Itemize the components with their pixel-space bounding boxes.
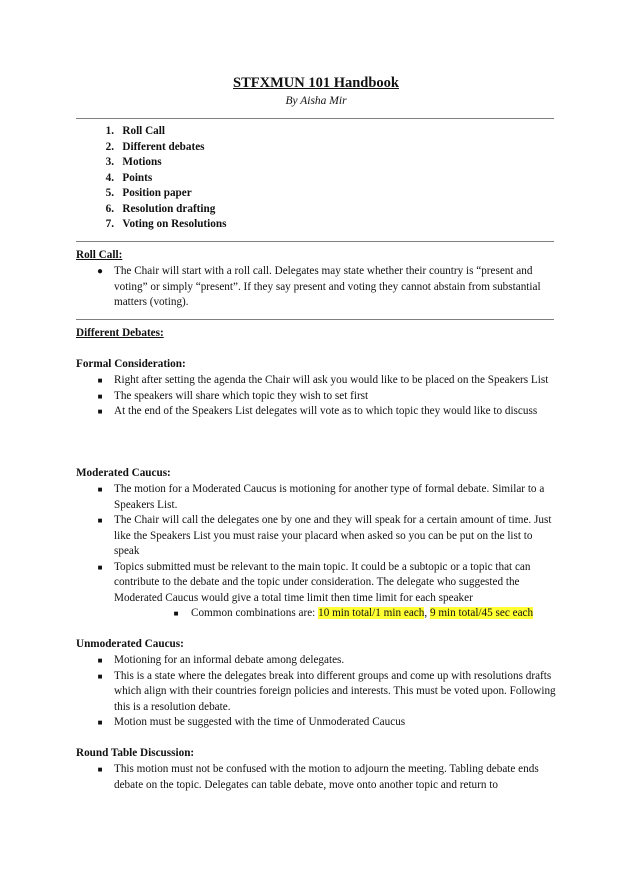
toc-label: Resolution drafting <box>122 202 216 215</box>
divider <box>76 241 554 242</box>
section-heading-roll-call: Roll Call: <box>76 249 123 261</box>
highlighted-combination: 10 min total/1 min each <box>318 607 425 619</box>
list-item-text: The speakers will share which topic they wish to set first <box>114 389 369 402</box>
combinations-separator: , <box>424 607 430 619</box>
bullet-square-icon: ■ <box>97 656 103 665</box>
divider <box>76 319 554 320</box>
bullet-square-icon: ■ <box>97 765 103 774</box>
list-item-text: This is a state where the delegates break into different groups and come up with resolutions drafts which align with their countries foreign policies and interests. This must be voted upon. Following this is a resolution debate. <box>114 669 556 713</box>
bullet-square-icon: ■ <box>173 609 179 618</box>
list-item-text: At the end of the Speakers List delegates will vote as to which topic they would like to discuss <box>114 405 538 417</box>
toc-item <box>76 186 226 202</box>
bullet-square-icon: ■ <box>97 562 103 572</box>
subsection-heading-unmoderated: Unmoderated Caucus: <box>76 638 184 650</box>
table-of-contents <box>76 124 226 233</box>
bullet-square-icon: ■ <box>97 407 103 416</box>
list-item-text: The Chair will call the delegates one by one and they will speak for a certain amount of time. Just like the Speakers List you must raise your placard when asked so you can be put on the list to speak <box>114 514 552 557</box>
toc-number: 7. <box>105 218 114 230</box>
bullet-square-icon: ■ <box>97 376 103 385</box>
toc-label: Position paper <box>122 187 192 199</box>
list-item <box>76 389 560 405</box>
list-item <box>76 404 560 420</box>
toc-label: Roll Call <box>122 125 165 137</box>
combinations-prefix: Common combinations are: <box>191 607 319 619</box>
toc-item <box>76 124 226 140</box>
toc-item <box>76 171 226 187</box>
toc-item <box>76 202 226 218</box>
toc-item <box>76 217 226 233</box>
toc-number: 5. <box>105 187 114 199</box>
bullet-square-icon: ■ <box>97 516 103 525</box>
toc-label: Different debates <box>122 140 205 153</box>
list-item-text: Motioning for an informal debate among delegates. <box>114 654 345 666</box>
bullet-square-icon: ■ <box>97 671 103 681</box>
toc-label: Points <box>122 171 153 184</box>
bullet-dot-icon: ● <box>96 266 104 277</box>
list-item-text: Right after setting the agenda the Chair will ask you would like to be placed on the Speakers List <box>114 374 549 386</box>
list-item-text: The motion for a Moderated Caucus is motioning for another type of formal debate. Similar to a Speakers List. <box>114 483 545 511</box>
moderated-caucus-list <box>76 482 560 622</box>
document-title: STFXMUN 101 Handbook <box>233 75 399 91</box>
subsection-heading-round-table: Round Table Discussion: <box>76 747 195 759</box>
list-item <box>76 669 560 716</box>
list-item <box>76 653 560 669</box>
list-item-text: The Chair will start with a roll call. Delegates may state whether their country is “present and voting” or simply “present”. If they say present and voting they cannot abstain from substantial matters (voting). <box>114 265 541 308</box>
subsection-heading-moderated: Moderated Caucus: <box>76 467 171 479</box>
section-heading-different-debates: Different Debates: <box>76 327 164 339</box>
nested-list-item <box>76 606 560 622</box>
unmoderated-caucus-list <box>76 653 560 731</box>
list-item <box>76 513 560 560</box>
document-author: By Aisha Mir <box>285 95 347 107</box>
toc-item <box>76 140 226 156</box>
toc-number: 4. <box>105 171 114 184</box>
list-item <box>76 715 560 731</box>
formal-consideration-list <box>76 373 560 420</box>
subsection-heading-formal: Formal Consideration: <box>76 358 186 370</box>
toc-number: 6. <box>105 202 114 215</box>
toc-item <box>76 155 226 171</box>
toc-number: 1. <box>105 125 114 137</box>
toc-label: Motions <box>122 156 162 168</box>
list-item <box>76 762 560 793</box>
bullet-square-icon: ■ <box>97 485 103 494</box>
list-item <box>76 482 560 513</box>
list-item <box>76 560 560 607</box>
bullet-square-icon: ■ <box>97 391 103 401</box>
list-item-text: Topics submitted must be relevant to the main topic. It could be a subtopic or a topic that can contribute to the debate and the topic under consideration. The delegate who suggested the Moderated Caucus would give a total time limit then time limit for each speaker <box>114 560 531 604</box>
toc-number: 2. <box>105 140 114 153</box>
list-item <box>76 373 560 389</box>
divider <box>76 118 554 119</box>
toc-label: Voting on Resolutions <box>122 218 227 230</box>
bullet-square-icon: ■ <box>97 718 103 727</box>
round-table-list <box>76 762 560 793</box>
list-item-text: Motion must be suggested with the time of Unmoderated Caucus <box>114 716 406 728</box>
highlighted-combination: 9 min total/45 sec each <box>429 607 534 619</box>
roll-call-list <box>76 264 560 311</box>
list-item-text: This motion must not be confused with the motion to adjourn the meeting. Tabling debate ends debate on the topic. Delegates can table debate, move onto another topic and return to <box>114 763 539 791</box>
list-item <box>76 264 560 311</box>
toc-number: 3. <box>105 156 114 168</box>
